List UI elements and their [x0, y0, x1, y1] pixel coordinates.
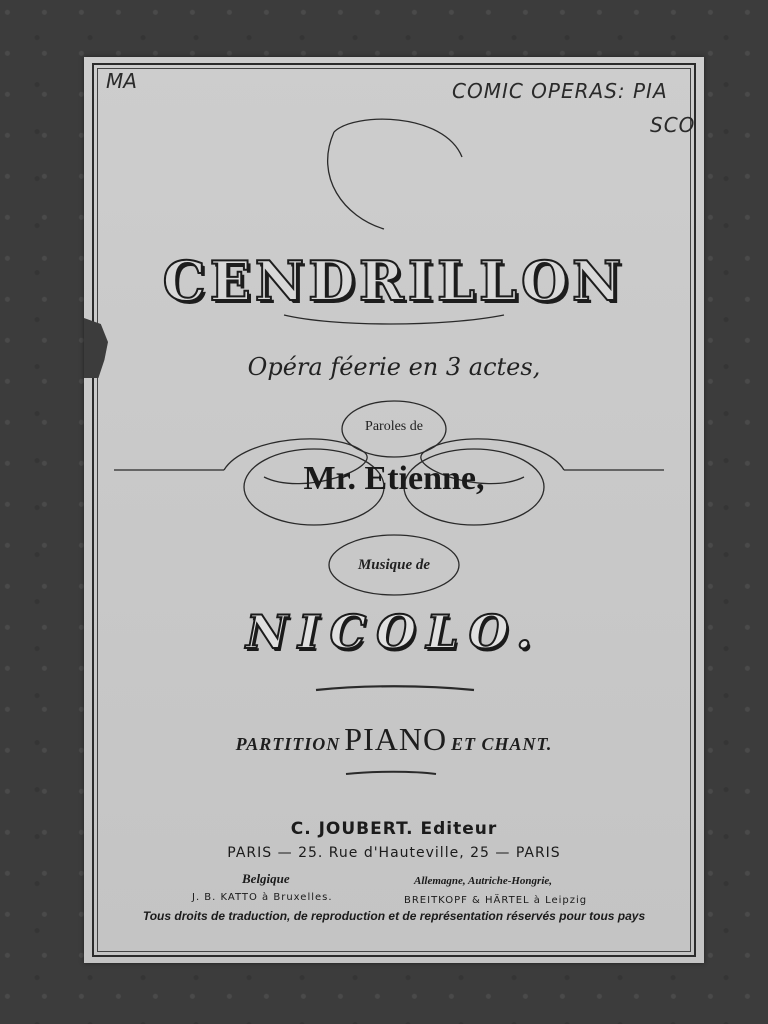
composer-name: NICOLO.	[246, 605, 542, 659]
top-swirl	[334, 119, 462, 157]
belgium-label: Belgique	[242, 871, 290, 886]
music-by-label: Musique de	[357, 557, 431, 573]
catalog-note-line2: SCO	[650, 113, 696, 137]
opera-subtitle: Opéra féerie en 3 actes,	[247, 353, 541, 381]
words-by-label: Paroles de	[365, 419, 423, 434]
catalog-mark: MA	[106, 69, 137, 93]
score-description	[84, 721, 704, 758]
publisher-name: C. JOUBERT. Editeur	[290, 819, 498, 839]
publisher-address: PARIS — 25. Rue d'Hauteville, 25 — PARIS	[227, 845, 561, 861]
title-page	[84, 57, 704, 963]
score-underline	[346, 772, 436, 774]
title-underline-swirl	[284, 315, 504, 324]
rights-notice: Tous droits de traduction, de reproduction et de représentation réservés pour tous pays	[142, 909, 646, 923]
catalog-note-line1: COMIC OPERAS: PIA	[452, 79, 668, 103]
score-part-piano: PIANO	[344, 721, 448, 757]
composer-underline	[316, 686, 474, 690]
score-part-partition: PARTITION	[235, 734, 341, 754]
germany-label: Allemagne, Autriche-Hongrie,	[414, 875, 553, 887]
germany-distributor: BREITKOPF & HÄRTEL à Leipzig	[404, 895, 588, 906]
belgium-distributor: J. B. KATTO à Bruxelles.	[192, 892, 333, 903]
score-part-chant: ET CHANT.	[451, 734, 553, 754]
librettist-name: Mr. Etienne,	[303, 460, 485, 497]
opera-title: CENDRILLON	[162, 249, 626, 313]
